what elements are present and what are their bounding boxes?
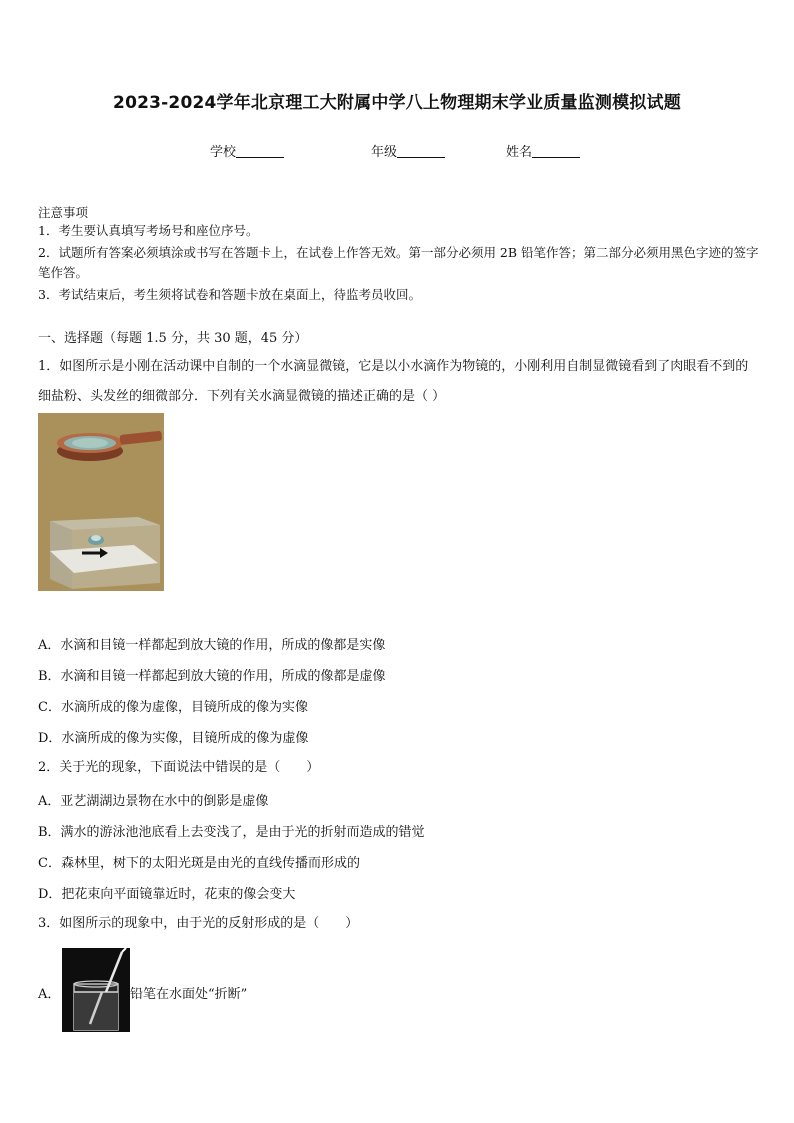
note-item-1: 1．考生要认真填写考场号和座位序号。 bbox=[38, 223, 259, 238]
microscope-illustration bbox=[38, 413, 164, 591]
pencil-glass-illustration bbox=[62, 948, 130, 1032]
question-2-stem: 2．关于光的现象，下面说法中错误的是（ ） bbox=[38, 760, 320, 775]
question-2-option-b: B．满水的游泳池池底看上去变浅了，是由于光的折射而造成的错觉 bbox=[38, 825, 425, 840]
question-3-stem: 3．如图所示的现象中，由于光的反射形成的是（ ） bbox=[38, 916, 359, 931]
name-field[interactable] bbox=[506, 141, 580, 160]
question-1-option-d: D．水滴所成的像为实像，目镜所成的像为虚像 bbox=[38, 731, 309, 746]
school-field[interactable] bbox=[210, 141, 284, 160]
school-blank[interactable] bbox=[236, 145, 284, 158]
name-blank[interactable] bbox=[532, 145, 580, 158]
water-drop-microscope-image bbox=[38, 413, 164, 591]
note-item-2: 2．试题所有答案必须填涂或书写在答题卡上，在试卷上作答无效。第一部分必须用 2B 铅笔作答；第二部分必须用黑色字迹的签字笔作答。 bbox=[38, 245, 759, 280]
notes-heading: 注意事项 bbox=[38, 205, 89, 220]
question-2-option-c: C．森林里，树下的太阳光斑是由光的直线传播而形成的 bbox=[38, 856, 360, 871]
name-label: 姓名 bbox=[506, 145, 533, 160]
question-1-option-b: B．水滴和目镜一样都起到放大镜的作用，所成的像都是虚像 bbox=[38, 669, 386, 684]
grade-field[interactable] bbox=[371, 141, 445, 160]
grade-blank[interactable] bbox=[397, 145, 445, 158]
note-item-3: 3．考试结束后，考生须将试卷和答题卡放在桌面上，待监考员收回。 bbox=[38, 287, 421, 302]
question-1-option-a: A．水滴和目镜一样都起到放大镜的作用，所成的像都是实像 bbox=[38, 638, 386, 653]
school-label: 学校 bbox=[210, 145, 237, 160]
question-1-option-c: C．水滴所成的像为虚像，目镜所成的像为实像 bbox=[38, 700, 308, 715]
question-1-stem: 1．如图所示是小刚在活动课中自制的一个水滴显微镜，它是以小水滴作为物镜的，小刚利用自制显微镜看到了肉眼看不到的细盐粉、头发丝的细微部分．下列有关水滴显微镜的描述正确的是（ ） bbox=[38, 359, 749, 404]
question-3-option-a-letter: A． bbox=[38, 987, 61, 1002]
section-heading: 一、选择题（每题 1.5 分，共 30 题，45 分） bbox=[38, 331, 308, 346]
question-2-option-d: D．把花束向平面镜靠近时，花束的像会变大 bbox=[38, 887, 296, 902]
question-3-option-a-text: 铅笔在水面处“折断” bbox=[130, 987, 248, 1002]
question-2-option-a: A．亚艺湖湖边景物在水中的倒影是虚像 bbox=[38, 794, 269, 809]
exam-title: 2023-2024学年北京理工大附属中学八上物理期末学业质量监测模拟试题 bbox=[113, 93, 681, 113]
grade-label: 年级 bbox=[371, 145, 398, 160]
pencil-in-water-image bbox=[62, 948, 130, 1032]
